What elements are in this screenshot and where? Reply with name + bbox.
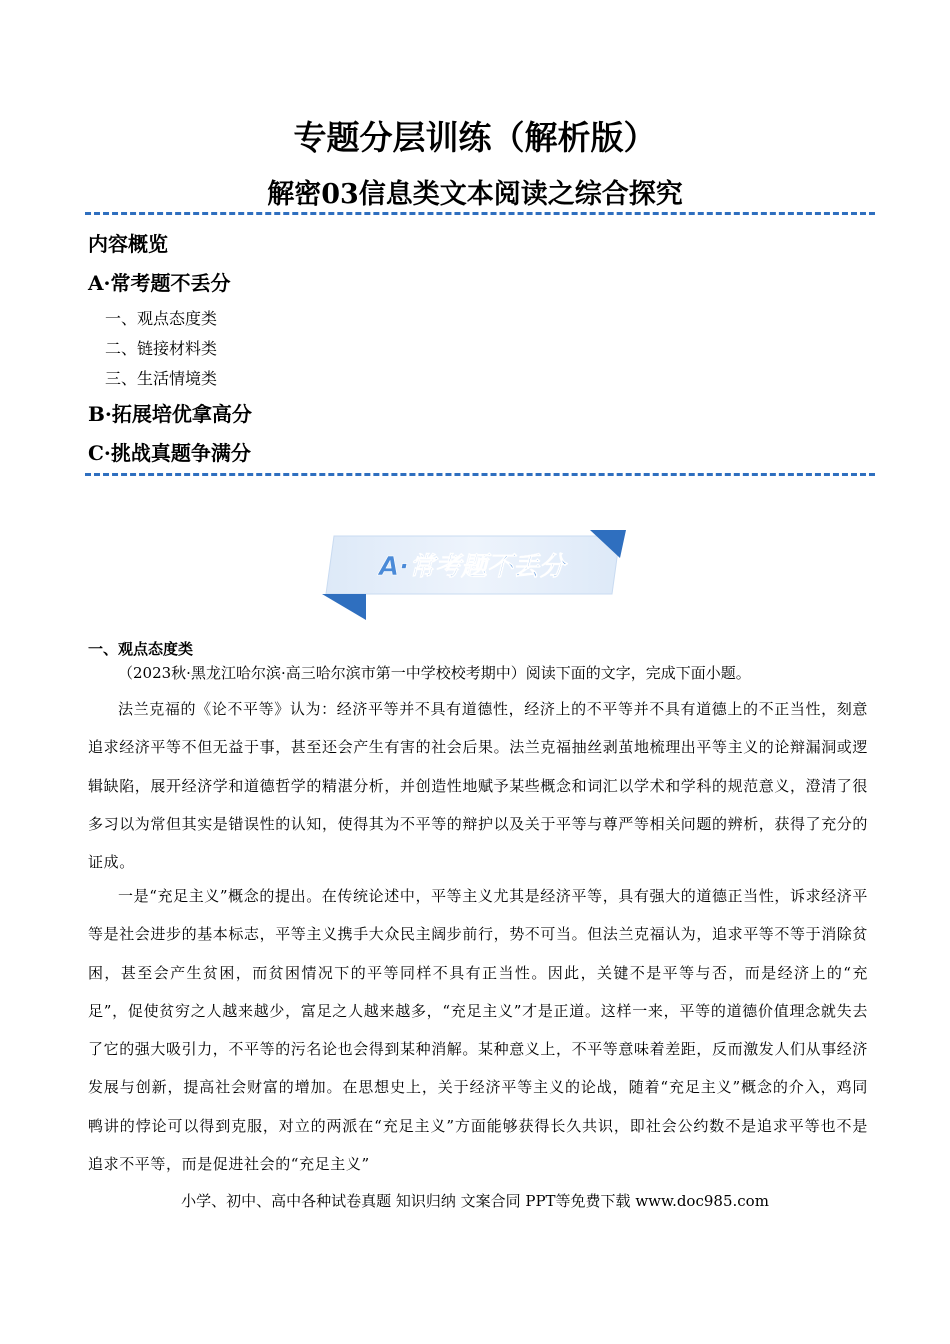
- overview-section-c: C·挑战真题争满分: [88, 441, 251, 465]
- section-banner: [320, 528, 632, 624]
- section-heading: 一、观点态度类: [88, 640, 194, 658]
- question-source: （2023秋·黑龙江哈尔滨·高三哈尔滨市第一中学校校考期中）阅读下面的文字，完成下面小题。: [118, 664, 751, 682]
- overview-item-2: 二、链接材料类: [105, 339, 218, 358]
- overview-heading: 内容概览: [88, 232, 168, 256]
- divider-top: [85, 212, 875, 215]
- paragraph-2: 一是“充足主义”概念的提出。在传统论述中，平等主义尤其是经济平等，具有强大的道德正当性，诉求经济平等是社会进步的基本标志，平等主义携手大众民主阔步前行，势不可当。但法兰克福认为，追求平等不等于消除贫困，甚至会产生贫困，而贫困情况下的平等同样不具有正当性。因此，关键不是平等与否，而是经济上的“充足”，促使贫穷之人越来越少，富足之人越来越多，“充足主义”才是正道。这样一来，平等的道德价值理念就失去了它的强大吸引力，不平等的污名论也会得到某种消解。某种意义上，不平等意味着差距，反而激发人们从事经济发展与创新，提高社会财富的增加。在思想史上，关于经济平等主义的论战，随着“充足主义”概念的介入，鸡同鸭讲的悖论可以得到克服，对立的两派在“充足主义”方面能够获得长久共识，即社会公约数不是追求平等也不是追求不平等，而是促进社会的“充足主义”: [88, 887, 868, 1174]
- overview-item-1: 一、观点态度类: [105, 309, 218, 328]
- page-footer: 小学、初中、高中各种试卷真题 知识归纳 文案合同 PPT等免费下载 www.doc985.com: [181, 1192, 769, 1210]
- overview-section-a: A·常考题不丢分: [88, 271, 231, 295]
- banner-graphic: [320, 528, 632, 624]
- divider-bottom: [85, 473, 875, 476]
- document-subtitle: 解密03信息类文本阅读之综合探究: [267, 179, 683, 210]
- overview-item-3: 三、生活情境类: [105, 369, 218, 388]
- document-title: 专题分层训练（解析版）: [293, 118, 657, 157]
- banner-text: A·常考题不丢分: [379, 552, 565, 582]
- overview-section-b: B·拓展培优拿高分: [88, 402, 252, 426]
- paragraph-1: 法兰克福的《论不平等》认为：经济平等并不具有道德性，经济上的不平等并不具有道德上的不正当性，刻意追求经济平等不但无益于事，甚至还会产生有害的社会后果。法兰克福抽丝剥茧地梳理出平等主义的论辩漏洞或逻辑缺陷，展开经济学和道德哲学的精湛分析，并创造性地赋予某些概念和词汇以学术和学科的规范意义，澄清了很多习以为常但其实是错误性的认知，使得其为不平等的辩护以及关于平等与尊严等相关问题的辨析，获得了充分的证成。: [88, 700, 869, 872]
